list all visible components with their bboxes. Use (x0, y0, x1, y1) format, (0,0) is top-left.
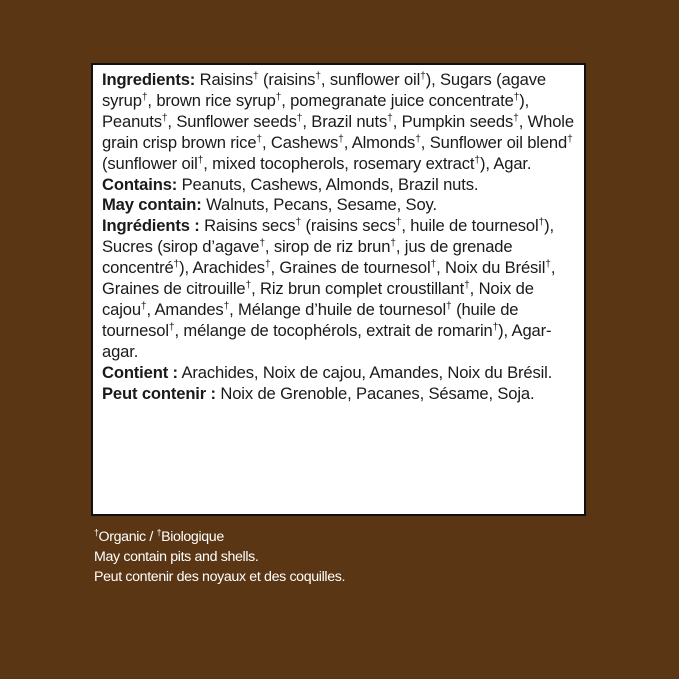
ingredients-label (91, 63, 586, 516)
pits-note-fr: Peut contenir des noyaux et des coquilles. (94, 569, 346, 585)
contains-fr (102, 363, 576, 384)
may-contain-fr-heading: Peut contenir : (102, 383, 216, 403)
ingredients-en-text: Raisins† (raisins†, sunflower oil†), Sugars (agave syrup†, brown rice syrup†, pomegranate juice concentrate†), Peanuts†, Sunflower seeds†, Brazil nuts†, Pumpkin seeds†, Whole grain crisp brown rice†, Cashews†, Almonds†, Sunflower oil blend† (sunflower oil†, mixed tocopherols, rosemary extract†), Agar. (102, 70, 574, 173)
may-contain-fr (102, 384, 576, 405)
contains-en-text: Peanuts, Cashews, Almonds, Brazil nuts. (181, 174, 479, 194)
ingredients-fr-text: Raisins secs† (raisins secs†, huile de tournesol†), Sucres (sirop d’agave†, sirop de riz brun†, jus de grenade concentré†), Arachides†, Graines de tournesol†, Noix du Brésil†, Graines de citrouille†, Riz brun complet croustillant†, Noix de cajou†, Amandes†, Mélange d’huile de tournesol† (huile de tournesol†, mélange de tocophérols, extrait de romarin†), Agar-agar. (102, 216, 556, 361)
may-contain-en-heading: May contain: (102, 195, 202, 215)
may-contain-en (102, 195, 576, 216)
may-contain-en-text: Walnuts, Pecans, Sesame, Soy. (206, 195, 437, 215)
ingredients-en (102, 70, 576, 175)
contains-en (102, 175, 576, 196)
ingredients-fr (102, 216, 576, 362)
contains-fr-text: Arachides, Noix de cajou, Amandes, Noix du Brésil. (181, 362, 553, 382)
contains-fr-heading: Contient : (102, 362, 178, 382)
pits-note-en: May contain pits and shells. (94, 549, 259, 565)
ingredients-en-heading: Ingredients: (102, 70, 196, 89)
organic-note: †Organic / †Biologique (94, 527, 224, 545)
contains-en-heading: Contains: (102, 174, 178, 194)
footer-notes (94, 527, 614, 587)
ingredients-fr-heading: Ingrédients : (102, 216, 200, 236)
may-contain-fr-text: Noix de Grenoble, Pacanes, Sésame, Soja. (220, 383, 535, 403)
